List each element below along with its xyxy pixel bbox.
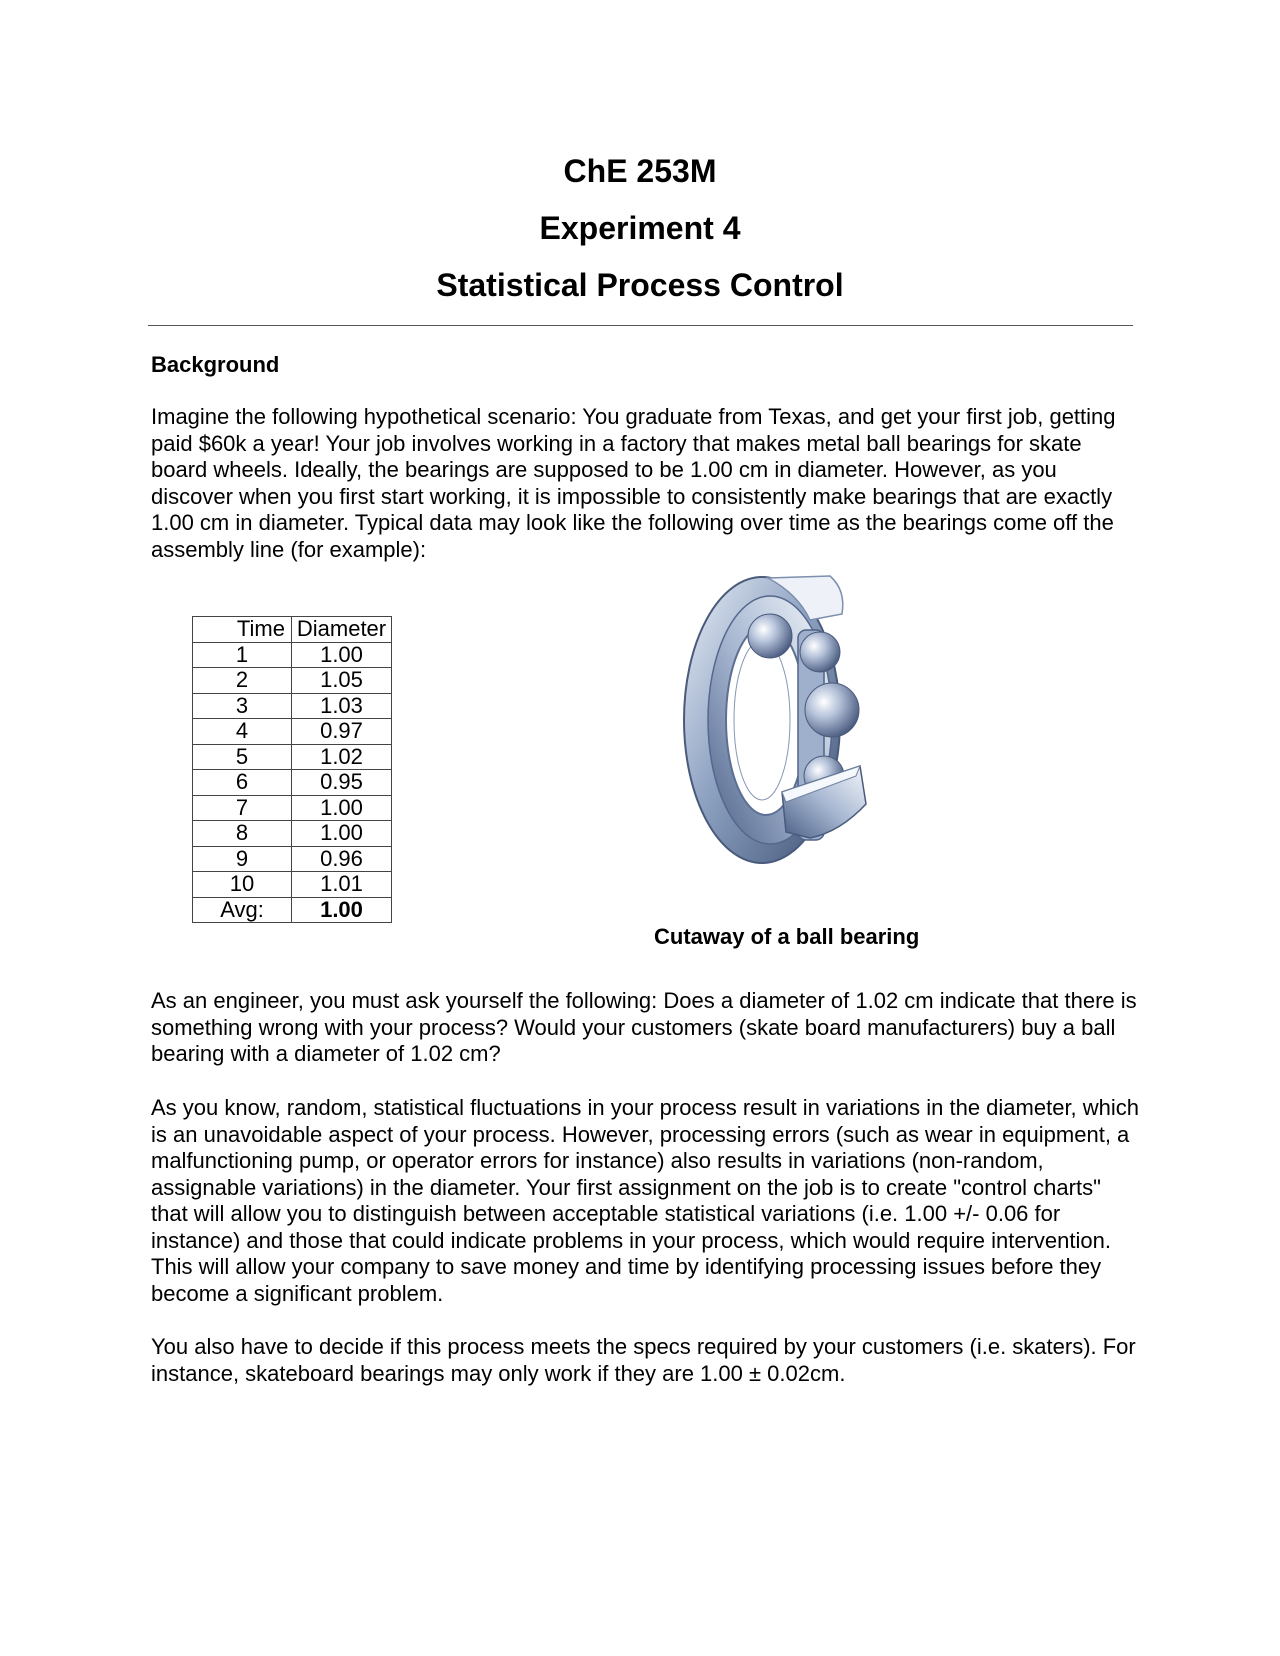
course-title: ChE 253M	[563, 153, 717, 189]
engineer-question-paragraph: As an engineer, you must ask yourself the following: Does a diameter of 1.02 cm indicate that there is something wrong with your process? Would your customers (skate board manufacturers) buy a ball bearing with a diameter of 1.02 cm?	[151, 988, 1137, 1066]
control-charts-paragraph: As you know, random, statistical fluctuations in your process result in variations in the diameter, which is an unavoidable aspect of your process. However, processing errors (such as wear in equipment, a malfunctioning pump, or operator errors for instance) also results in variations (non-random, assignable variations) in the diameter. Your first assignment on the job is to create "control charts" that will allow you to distinguish between acceptable statistical variations (i.e. 1.00 +/- 0.06 for instance) and those that could indicate problems in your process, which would require intervention. This will allow your company to save money and time by identifying processing issues before they become a significant problem.	[151, 1095, 1140, 1306]
table-header-time: Time	[193, 617, 292, 643]
title-divider	[148, 325, 1133, 326]
time-cell: 10	[193, 872, 292, 898]
table-row	[193, 693, 392, 719]
diameter-cell: 1.03	[292, 693, 392, 719]
diameter-cell: 1.01	[292, 872, 392, 898]
table-row	[193, 795, 392, 821]
diameter-cell: 1.05	[292, 668, 392, 694]
diameter-cell: 1.00	[292, 795, 392, 821]
diameter-cell: 0.95	[292, 770, 392, 796]
specs-paragraph: You also have to decide if this process meets the specs required by your customers (i.e. skaters). For instance, skateboard bearings may only work if they are 1.00 ± 0.02cm.	[151, 1334, 1136, 1386]
time-cell: 9	[193, 846, 292, 872]
diameter-cell: 0.96	[292, 846, 392, 872]
table-header-row	[193, 617, 392, 643]
table-row	[193, 719, 392, 745]
topic-title: Statistical Process Control	[436, 267, 844, 303]
time-cell: 7	[193, 795, 292, 821]
table-row	[193, 872, 392, 898]
experiment-title: Experiment 4	[539, 210, 741, 246]
figure-caption: Cutaway of a ball bearing	[654, 924, 920, 949]
table-row	[193, 642, 392, 668]
time-cell: 5	[193, 744, 292, 770]
diameter-cell: 0.97	[292, 719, 392, 745]
intro-paragraph: Imagine the following hypothetical scenario: You graduate from Texas, and get your first job, getting paid $60k a year! Your job involves working in a factory that makes metal ball bearings for skate board wheels. Ideally, the bearings are supposed to be 1.00 cm in diameter. However, as you discover when you first start working, it is impossible to consistently make bearings that are exactly 1.00 cm in diameter. Typical data may look like the following over time as the bearings come off the assembly line (for example):	[151, 404, 1116, 562]
diameter-cell: 1.02	[292, 744, 392, 770]
table-row	[193, 770, 392, 796]
table-row	[193, 821, 392, 847]
time-cell: 8	[193, 821, 292, 847]
ball-bearing-illustration	[670, 570, 890, 880]
table-row	[193, 846, 392, 872]
avg-label-cell: Avg:	[193, 897, 292, 923]
table-avg-row	[193, 897, 392, 923]
table-header-diameter: Diameter	[292, 617, 392, 643]
table-row	[193, 668, 392, 694]
table-row	[193, 744, 392, 770]
diameter-table	[192, 616, 392, 923]
time-cell: 6	[193, 770, 292, 796]
background-heading: Background	[151, 352, 280, 377]
time-cell: 4	[193, 719, 292, 745]
time-cell: 2	[193, 668, 292, 694]
ball-bearing-icon	[670, 570, 890, 880]
diameter-cell: 1.00	[292, 642, 392, 668]
time-cell: 3	[193, 693, 292, 719]
diameter-cell: 1.00	[292, 821, 392, 847]
avg-value-cell: 1.00	[292, 897, 392, 923]
time-cell: 1	[193, 642, 292, 668]
